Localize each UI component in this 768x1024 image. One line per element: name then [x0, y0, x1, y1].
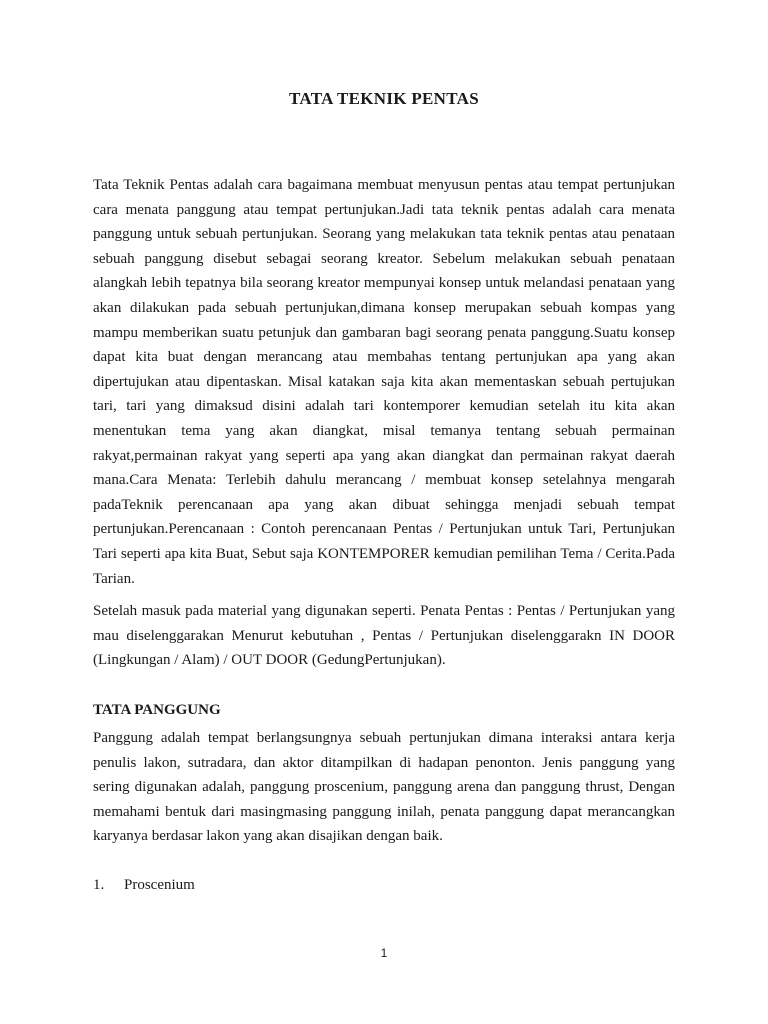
material-paragraph: Setelah masuk pada material yang digunakan seperti. Penata Pentas : Pentas / Pertunjukan yang mau diselenggarakan Menurut kebutuhan , Pentas / Pertunjukan diselenggarakn IN DOOR (Lingkungan / Alam) / OUT DOOR (GedungPertunjukan). [93, 603, 675, 669]
list-item-label: Proscenium [124, 877, 195, 893]
document-title: TATA TEKNIK PENTAS [289, 89, 479, 108]
list-item-number: 1. [93, 877, 105, 893]
section-heading: TATA PANGGUNG [93, 702, 221, 718]
list-item [93, 877, 195, 894]
page-number: 1 [380, 946, 388, 960]
section-paragraph: Panggung adalah tempat berlangsungnya sebuah pertunjukan dimana interaksi antara kerja penulis lakon, sutradara, dan aktor ditampilkan di hadapan penonton. Jenis panggung yang sering digunakan adalah, panggung proscenium, panggung arena dan panggung thrust, Dengan memahami bentuk dari masingmasing panggung inilah, penata panggung dapat merancangkan karyanya berdasar lakon yang akan disajikan dengan baik. [93, 730, 675, 845]
intro-paragraph: Tata Teknik Pentas adalah cara bagaimana membuat menyusun pentas atau tempat pertunjukan cara menata panggung atau tempat pertunjukan.Jadi tata teknik pentas adalah cara menata panggung untuk sebuah pertunjukan. Seorang yang melakukan tata teknik pentas atau penataan sebuah panggung disebut sebagai seorang kreator. Sebelum melakukan sebuah penataan alangkah lebih tepatnya bila seorang kreator mempunyai konsep untuk melandasi penataan yang akan dilakukan pada sebuah pertunjukan,dimana konsep merupakan sebuah kompas yang mampu memberikan suatu petunjuk dan gambaran bagi seorang penata panggung.Suatu konsep dapat kita buat dengan merancang atau membahas tentang pertunjukan apa yang akan dipertujukan atau dipentaskan. Misal katakan saja kita akan mementaskan sebuah pertujukan tari, tari yang dimaksud disini adalah tari kontemporer kemudian setelah itu kita akan menentukan tema yang akan diangkat, misal temanya tentang sebuah permainan rakyat,permainan rakyat yang seperti apa yang akan diangkat dan permainan rakyat daerah mana.Cara Menata: Terlebih dahulu merancang / membuat konsep setelahnya mengarah padaTeknik perencanaan apa yang akan dibuat sehingga menjadi sebuah tempat pertunjukan.Perencanaan : Contoh perencanaan Pentas / Pertunjukan untuk Tari, Pertunjukan Tari seperti apa kita Buat, Sebut saja KONTEMPORER kemudian pemilihan Tema / Cerita.Pada Tarian. [93, 177, 675, 587]
